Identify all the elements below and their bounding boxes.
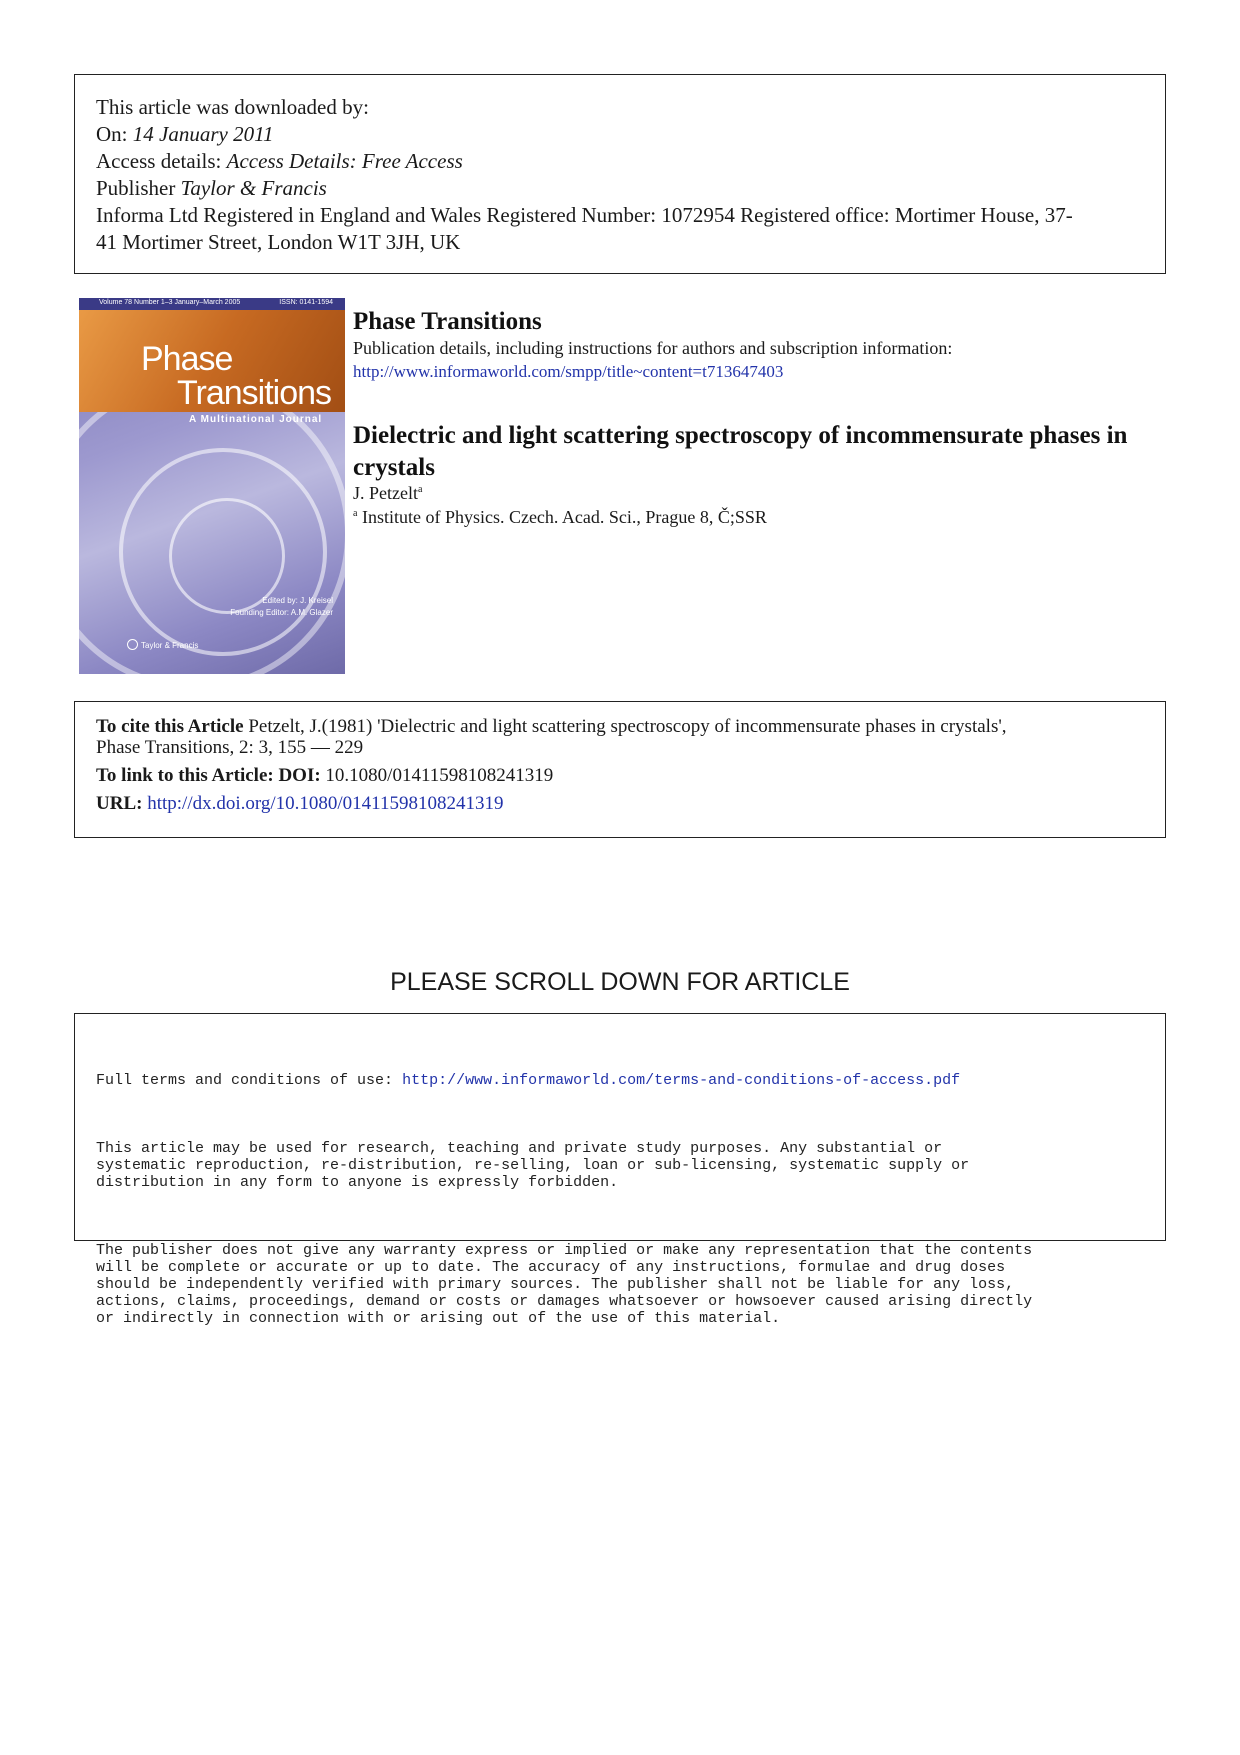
cite-row [96, 716, 1146, 758]
terms-url-link[interactable]: http://www.informaworld.com/terms-and-conditions-of-access.pdf [402, 1072, 961, 1089]
terms-url-row [96, 1072, 1156, 1089]
doi-row [96, 765, 1146, 786]
affiliation-sup: a [353, 508, 358, 519]
access-details-line: Access details: Access Details: Free Access [96, 149, 463, 173]
doi-url-link[interactable]: http://dx.doi.org/10.1080/01411598108241319 [147, 793, 504, 814]
citation-box [74, 701, 1166, 838]
cover-founding-editor: Founding Editor: A.M. Glazer [230, 608, 333, 617]
journal-url-link[interactable]: http://www.informaworld.com/smpp/title~content=t713647403 [353, 362, 784, 381]
url-label: URL: [96, 793, 148, 814]
publisher-name: Taylor & Francis [180, 176, 327, 200]
download-info-box [74, 74, 1166, 274]
cover-volume: Volume 78 Number 1–3 January–March 2005 [99, 299, 241, 306]
cite-text-2: Phase Transitions, 2: 3, 155 — 229 [96, 737, 364, 758]
download-date-line: On: 14 January 2011 [96, 122, 274, 146]
registered-office-line-2: 41 Mortimer Street, London W1T 3JH, UK [96, 230, 461, 254]
registered-office-line: Informa Ltd Registered in England and Wales Registered Number: 1072954 Registered office: Mortimer House, 37- [96, 203, 1073, 227]
terms-paragraph-2: The publisher does not give any warranty express or implied or make any representation that the contents will be complete or accurate or up to date. The accuracy of any instructions, formulae and drug doses should be independently verified with primary sources. The publisher shall not be liable for any loss, actions, claims, proceedings, demand or costs or damages whatsoever or howsoever caused arising directly or indirectly in connection with or arising out of the use of this material. [96, 1242, 1033, 1327]
author-sup: a [418, 484, 423, 495]
doi-value: 10.1080/01411598108241319 [325, 765, 554, 786]
publisher-logo-icon [127, 639, 138, 650]
terms-paragraph-1: This article may be used for research, teaching and private study purposes. Any substantial or systematic reproduction, re-distribution, re-selling, loan or sub-licensing, systematic supply or distribution in any form to anyone is expressly forbidden. [96, 1140, 970, 1191]
publication-details: Publication details, including instructions for authors and subscription information: [353, 338, 953, 358]
doi-label: To link to this Article: DOI: [96, 765, 326, 786]
download-date: 14 January 2011 [132, 122, 274, 146]
publisher-line: Publisher Taylor & Francis [96, 176, 327, 200]
downloaded-by-line: This article was downloaded by: [96, 95, 369, 119]
journal-cover-image [79, 298, 345, 674]
cover-editor: Edited by: J. Kreisel [262, 596, 333, 605]
journal-title: Phase Transitions [353, 308, 542, 335]
url-row [96, 793, 1146, 814]
cite-text: Petzelt, J.(1981) 'Dielectric and light scattering spectroscopy of incommensurate phases in crystals', [248, 716, 1007, 737]
affiliation-text: Institute of Physics. Czech. Acad. Sci., Prague 8, Č;SSR [357, 507, 767, 527]
article-title: Dielectric and light scattering spectroscopy of incommensurate phases in crystals [353, 422, 1128, 481]
author-name: J. Petzelt [353, 483, 418, 503]
cite-label: To cite this Article [96, 716, 249, 737]
terms-box [74, 1013, 1166, 1327]
cover-subtitle: A Multinational Journal [189, 414, 323, 425]
affiliation-line [353, 507, 767, 528]
cover-issn: ISSN: 0141-1594 [279, 299, 333, 306]
cover-publisher: Taylor & Francis [141, 641, 199, 650]
cover-title-word2: Transitions [177, 374, 332, 412]
access-details-value: Access Details: Free Access [226, 149, 463, 173]
author-line [353, 483, 422, 504]
cover-title-word1: Phase [141, 340, 233, 378]
scroll-down-message: PLEASE SCROLL DOWN FOR ARTICLE [390, 968, 850, 996]
terms-label: Full terms and conditions of use: [96, 1072, 403, 1089]
